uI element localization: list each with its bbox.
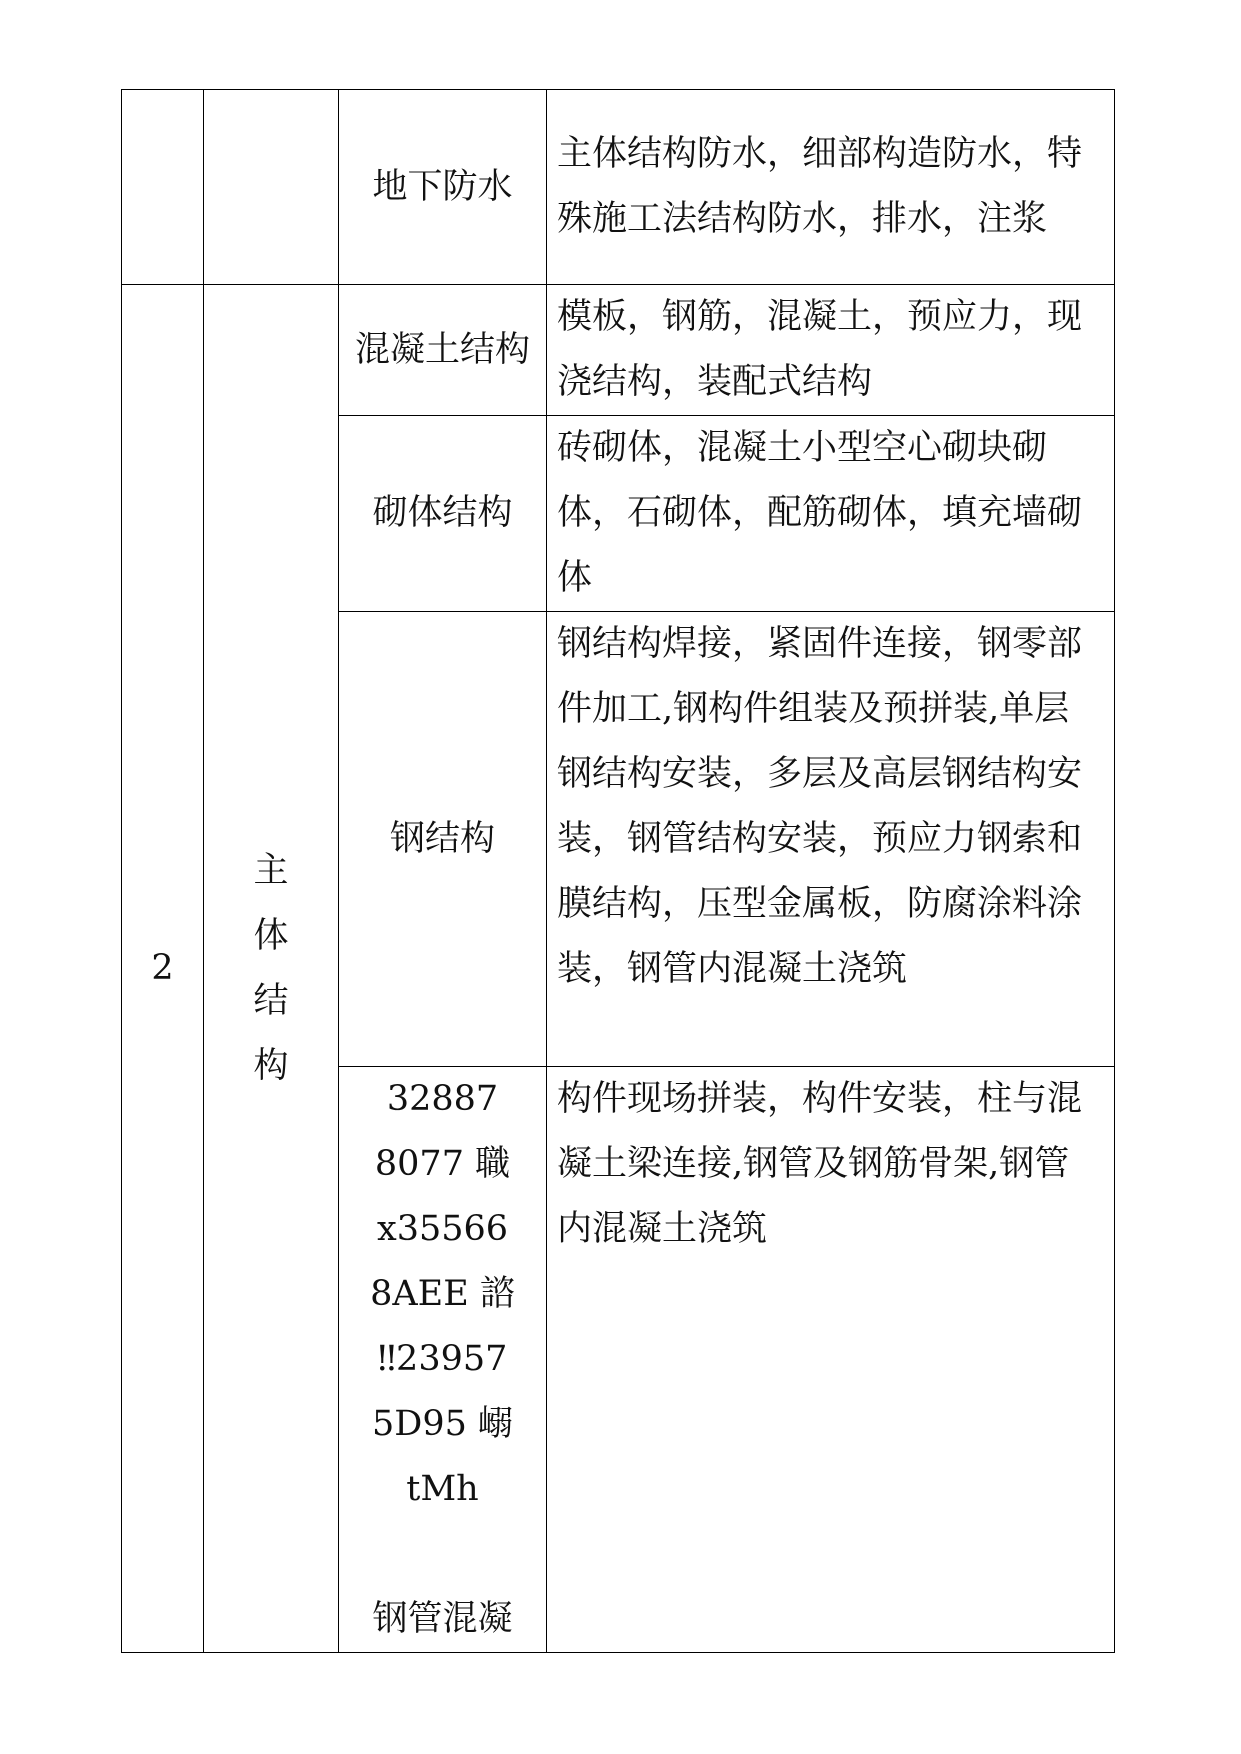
description-cell: 钢结构焊接，紧固件连接，钢零部件加工,钢构件组装及预拼装,单层钢结构安装，多层及高层钢结构安装，钢管结构安装，预应力钢索和膜结构，压型金属板，防腐涂料涂装，钢管内混凝土浇筑 — [547, 612, 1115, 1067]
subitem-line: ‼23957 — [377, 1339, 508, 1379]
table-row — [122, 285, 1115, 416]
construction-items-table — [121, 89, 1115, 1653]
group-char: 结 — [253, 980, 289, 1021]
spacer — [339, 1522, 546, 1587]
subitem-cell: 混凝土结构 — [339, 285, 547, 416]
subitem-cell — [339, 1067, 547, 1653]
index-cell — [122, 90, 204, 285]
group-cell — [204, 285, 339, 1653]
subitem-line: x35566 — [376, 1209, 509, 1249]
index-cell: 2 — [122, 285, 204, 1653]
table-row — [122, 90, 1115, 285]
subitem-cell: 钢结构 — [339, 612, 547, 1067]
description-cell: 主体结构防水，细部构造防水，特殊施工法结构防水，排水，注浆 — [547, 90, 1115, 285]
subitem-line: 5D95 嵶 — [372, 1404, 513, 1444]
subitem-line: 8AEE 諮 — [370, 1274, 515, 1314]
subitem-line: 32887 — [386, 1079, 499, 1119]
subitem-line: 钢管混凝 — [372, 1599, 513, 1639]
description-cell: 模板，钢筋，混凝土，预应力，现浇结构，装配式结构 — [547, 285, 1115, 416]
description-cell: 砖砌体，混凝土小型空心砌块砌体，石砌体，配筋砌体，填充墙砌体 — [547, 416, 1115, 612]
subitem-cell: 砌体结构 — [339, 416, 547, 612]
group-char: 体 — [253, 915, 289, 956]
group-char: 构 — [253, 1045, 289, 1086]
group-cell — [204, 90, 339, 285]
subitem-line: 8077 職 — [374, 1144, 511, 1184]
subitem-cell: 地下防水 — [339, 90, 547, 285]
subitem-line: tMh — [406, 1469, 479, 1509]
group-char: 主 — [253, 850, 289, 891]
description-cell: 构件现场拼装，构件安装，柱与混凝土梁连接,钢管及钢筋骨架,钢管内混凝土浇筑 — [547, 1067, 1115, 1653]
